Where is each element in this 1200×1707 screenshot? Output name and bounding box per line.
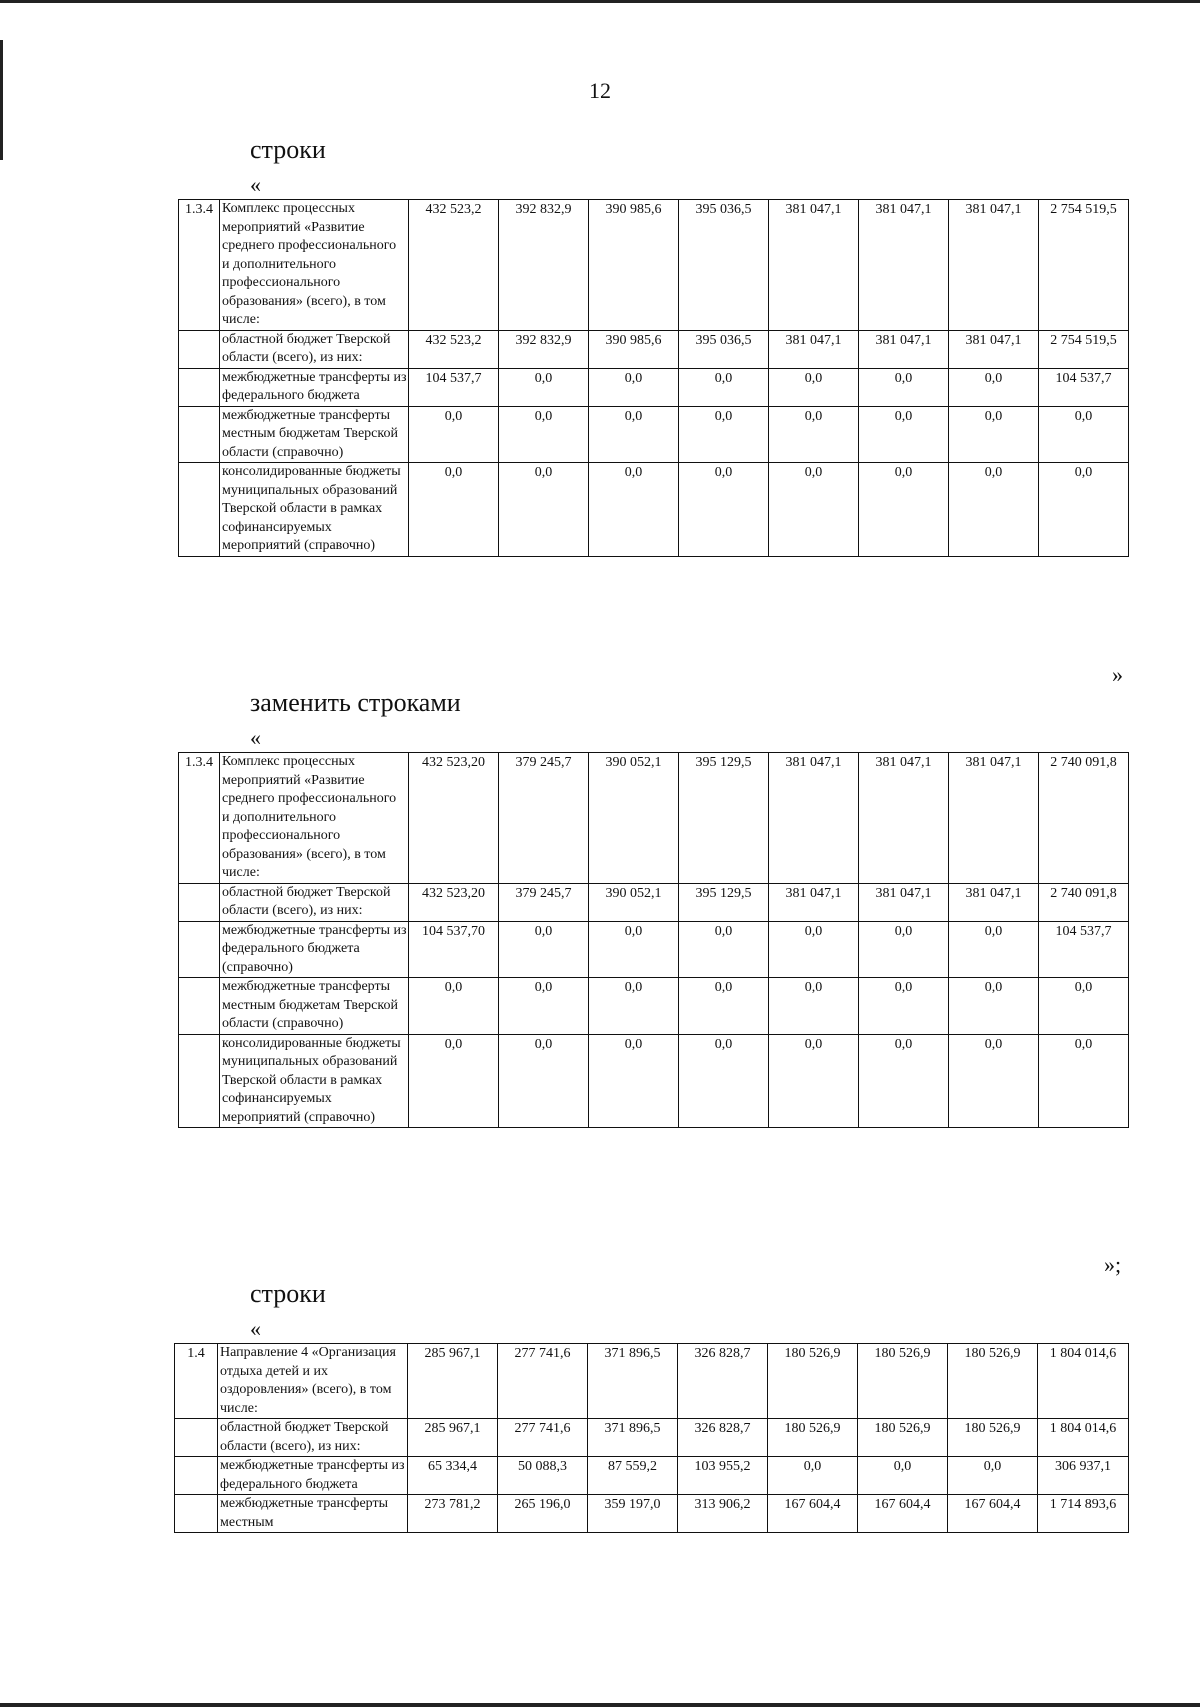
- value-cell: 0,0: [679, 463, 769, 557]
- close-quote: »;: [1104, 1252, 1122, 1277]
- value-cell: 390 985,6: [589, 330, 679, 368]
- value-cell: 0,0: [949, 978, 1039, 1035]
- value-cell: 0,0: [1039, 978, 1129, 1035]
- table-row: [175, 1495, 1129, 1533]
- value-cell: 390 052,1: [589, 883, 679, 921]
- value-cell: 1 804 014,6: [1038, 1344, 1129, 1419]
- row-code: [179, 978, 220, 1035]
- value-cell: 180 526,9: [768, 1344, 858, 1419]
- value-cell: 379 245,7: [499, 753, 589, 884]
- table-row: [179, 883, 1129, 921]
- value-cell: 395 036,5: [679, 330, 769, 368]
- row-name: областной бюджет Тверской области (всего), из них:: [220, 330, 409, 368]
- value-cell: 359 197,0: [588, 1495, 678, 1533]
- page-number: 12: [589, 78, 611, 103]
- value-cell: 2 740 091,8: [1039, 883, 1129, 921]
- table-row: [175, 1419, 1129, 1457]
- row-name: областной бюджет Тверской области (всего), из них:: [220, 883, 409, 921]
- value-cell: 0,0: [679, 978, 769, 1035]
- table-row: [179, 368, 1129, 406]
- value-cell: 273 781,2: [408, 1495, 498, 1533]
- row-code: 1.3.4: [179, 753, 220, 884]
- value-cell: 180 526,9: [948, 1419, 1038, 1457]
- value-cell: 379 245,7: [499, 883, 589, 921]
- value-cell: 2 754 519,5: [1039, 200, 1129, 331]
- section-heading-original: строки: [250, 1279, 326, 1308]
- value-cell: 0,0: [949, 406, 1039, 463]
- value-cell: 392 832,9: [499, 330, 589, 368]
- value-cell: 2 754 519,5: [1039, 330, 1129, 368]
- value-cell: 0,0: [499, 463, 589, 557]
- value-cell: 381 047,1: [949, 883, 1039, 921]
- value-cell: 180 526,9: [948, 1344, 1038, 1419]
- value-cell: 0,0: [499, 978, 589, 1035]
- row-code: [179, 883, 220, 921]
- value-cell: 0,0: [768, 1457, 858, 1495]
- row-code: [179, 1034, 220, 1128]
- row-name: межбюджетные трансферты из федерального бюджета (справочно): [220, 921, 409, 978]
- open-quote: «: [250, 725, 261, 750]
- value-cell: 381 047,1: [769, 330, 859, 368]
- value-cell: 381 047,1: [769, 200, 859, 331]
- value-cell: 306 937,1: [1038, 1457, 1129, 1495]
- value-cell: 0,0: [409, 1034, 499, 1128]
- value-cell: 104 537,70: [409, 921, 499, 978]
- value-cell: 0,0: [1039, 463, 1129, 557]
- value-cell: 0,0: [589, 406, 679, 463]
- value-cell: 381 047,1: [859, 330, 949, 368]
- table-row: [179, 1034, 1129, 1128]
- value-cell: 285 967,1: [408, 1344, 498, 1419]
- row-name: межбюджетные трансферты местным: [218, 1495, 408, 1533]
- value-cell: 0,0: [1039, 1034, 1129, 1128]
- table-row: [179, 753, 1129, 884]
- value-cell: 0,0: [859, 1034, 949, 1128]
- value-cell: 104 537,7: [1039, 368, 1129, 406]
- value-cell: 0,0: [679, 1034, 769, 1128]
- value-cell: 167 604,4: [858, 1495, 948, 1533]
- value-cell: 0,0: [679, 368, 769, 406]
- value-cell: 0,0: [499, 921, 589, 978]
- close-quote: »: [1112, 662, 1123, 687]
- value-cell: 87 559,2: [588, 1457, 678, 1495]
- value-cell: 0,0: [949, 921, 1039, 978]
- open-quote: «: [250, 172, 261, 197]
- value-cell: 0,0: [679, 921, 769, 978]
- row-name: межбюджетные трансферты из федерального бюджета: [218, 1457, 408, 1495]
- section-heading-replacement: заменить строками: [250, 688, 461, 717]
- row-code: 1.3.4: [179, 200, 220, 331]
- value-cell: 104 537,7: [1039, 921, 1129, 978]
- value-cell: 395 129,5: [679, 883, 769, 921]
- value-cell: 0,0: [769, 463, 859, 557]
- value-cell: 390 052,1: [589, 753, 679, 884]
- table-row: [179, 406, 1129, 463]
- value-cell: 395 036,5: [679, 200, 769, 331]
- row-name: областной бюджет Тверской области (всего), из них:: [218, 1419, 408, 1457]
- value-cell: 381 047,1: [859, 200, 949, 331]
- value-cell: 0,0: [769, 406, 859, 463]
- value-cell: 381 047,1: [949, 200, 1039, 331]
- value-cell: 0,0: [409, 406, 499, 463]
- row-code: [179, 368, 220, 406]
- value-cell: 0,0: [499, 406, 589, 463]
- value-cell: 103 955,2: [678, 1457, 768, 1495]
- value-cell: 326 828,7: [678, 1344, 768, 1419]
- value-cell: 313 906,2: [678, 1495, 768, 1533]
- value-cell: 381 047,1: [859, 883, 949, 921]
- scan-edge-bottom: [0, 1703, 1200, 1707]
- value-cell: 390 985,6: [589, 200, 679, 331]
- value-cell: 180 526,9: [858, 1344, 948, 1419]
- section-heading-original: строки: [250, 135, 326, 164]
- value-cell: 0,0: [589, 978, 679, 1035]
- budget-table-replacement: [178, 752, 1129, 1128]
- value-cell: 0,0: [769, 1034, 859, 1128]
- value-cell: 0,0: [679, 406, 769, 463]
- value-cell: 0,0: [409, 463, 499, 557]
- value-cell: 285 967,1: [408, 1419, 498, 1457]
- value-cell: 2 740 091,8: [1039, 753, 1129, 884]
- value-cell: 432 523,20: [409, 753, 499, 884]
- value-cell: 392 832,9: [499, 200, 589, 331]
- value-cell: 0,0: [949, 1034, 1039, 1128]
- value-cell: 0,0: [769, 921, 859, 978]
- value-cell: 0,0: [589, 463, 679, 557]
- value-cell: 0,0: [859, 921, 949, 978]
- value-cell: 0,0: [859, 978, 949, 1035]
- value-cell: 432 523,2: [409, 200, 499, 331]
- value-cell: 265 196,0: [498, 1495, 588, 1533]
- value-cell: 0,0: [769, 978, 859, 1035]
- row-code: [175, 1419, 218, 1457]
- value-cell: 381 047,1: [859, 753, 949, 884]
- value-cell: 0,0: [859, 463, 949, 557]
- value-cell: 0,0: [589, 921, 679, 978]
- value-cell: 0,0: [1039, 406, 1129, 463]
- value-cell: 326 828,7: [678, 1419, 768, 1457]
- value-cell: 0,0: [858, 1457, 948, 1495]
- value-cell: 0,0: [499, 368, 589, 406]
- value-cell: 180 526,9: [768, 1419, 858, 1457]
- value-cell: 371 896,5: [588, 1419, 678, 1457]
- value-cell: 65 334,4: [408, 1457, 498, 1495]
- table-row: [179, 978, 1129, 1035]
- value-cell: 381 047,1: [769, 753, 859, 884]
- value-cell: 432 523,20: [409, 883, 499, 921]
- row-name: консолидированные бюджеты муниципальных образований Тверской области в рамках софинансируемых мероприятий (справочно): [220, 463, 409, 557]
- row-code: [179, 406, 220, 463]
- value-cell: 167 604,4: [948, 1495, 1038, 1533]
- row-name: Направление 4 «Организация отдыха детей и их оздоровления» (всего), в том числе:: [218, 1344, 408, 1419]
- value-cell: 104 537,7: [409, 368, 499, 406]
- value-cell: 180 526,9: [858, 1419, 948, 1457]
- table-row: [175, 1344, 1129, 1419]
- value-cell: 50 088,3: [498, 1457, 588, 1495]
- value-cell: 0,0: [409, 978, 499, 1035]
- budget-table-direction-4: [174, 1343, 1129, 1533]
- row-code: [175, 1495, 218, 1533]
- row-name: Комплекс процессных мероприятий «Развитие среднего профессионального и дополнительного профессионального образования» (всего), в том числе:: [220, 200, 409, 331]
- row-name: межбюджетные трансферты из федерального бюджета: [220, 368, 409, 406]
- value-cell: 0,0: [589, 368, 679, 406]
- value-cell: 277 741,6: [498, 1419, 588, 1457]
- value-cell: 395 129,5: [679, 753, 769, 884]
- row-code: [179, 921, 220, 978]
- value-cell: 0,0: [499, 1034, 589, 1128]
- value-cell: 0,0: [948, 1457, 1038, 1495]
- value-cell: 381 047,1: [949, 330, 1039, 368]
- value-cell: 1 804 014,6: [1038, 1419, 1129, 1457]
- table-row: [179, 200, 1129, 331]
- table-row: [175, 1457, 1129, 1495]
- value-cell: 0,0: [949, 368, 1039, 406]
- table-row: [179, 921, 1129, 978]
- value-cell: 277 741,6: [498, 1344, 588, 1419]
- table-row: [179, 330, 1129, 368]
- value-cell: 432 523,2: [409, 330, 499, 368]
- row-code: 1.4: [175, 1344, 218, 1419]
- row-name: межбюджетные трансферты местным бюджетам Тверской области (справочно): [220, 978, 409, 1035]
- scan-edge-top: [0, 0, 1200, 3]
- table-row: [179, 463, 1129, 557]
- budget-table-original: [178, 199, 1129, 557]
- row-code: [179, 463, 220, 557]
- value-cell: 381 047,1: [769, 883, 859, 921]
- row-code: [175, 1457, 218, 1495]
- value-cell: 0,0: [859, 368, 949, 406]
- value-cell: 381 047,1: [949, 753, 1039, 884]
- row-code: [179, 330, 220, 368]
- value-cell: 371 896,5: [588, 1344, 678, 1419]
- row-name: межбюджетные трансферты местным бюджетам Тверской области (справочно): [220, 406, 409, 463]
- open-quote: «: [250, 1316, 261, 1341]
- value-cell: 0,0: [589, 1034, 679, 1128]
- row-name: консолидированные бюджеты муниципальных образований Тверской области в рамках софинансируемых мероприятий (справочно): [220, 1034, 409, 1128]
- value-cell: 0,0: [859, 406, 949, 463]
- value-cell: 1 714 893,6: [1038, 1495, 1129, 1533]
- value-cell: 167 604,4: [768, 1495, 858, 1533]
- row-name: Комплекс процессных мероприятий «Развитие среднего профессионального и дополнительного профессионального образования» (всего), в том числе:: [220, 753, 409, 884]
- value-cell: 0,0: [949, 463, 1039, 557]
- value-cell: 0,0: [769, 368, 859, 406]
